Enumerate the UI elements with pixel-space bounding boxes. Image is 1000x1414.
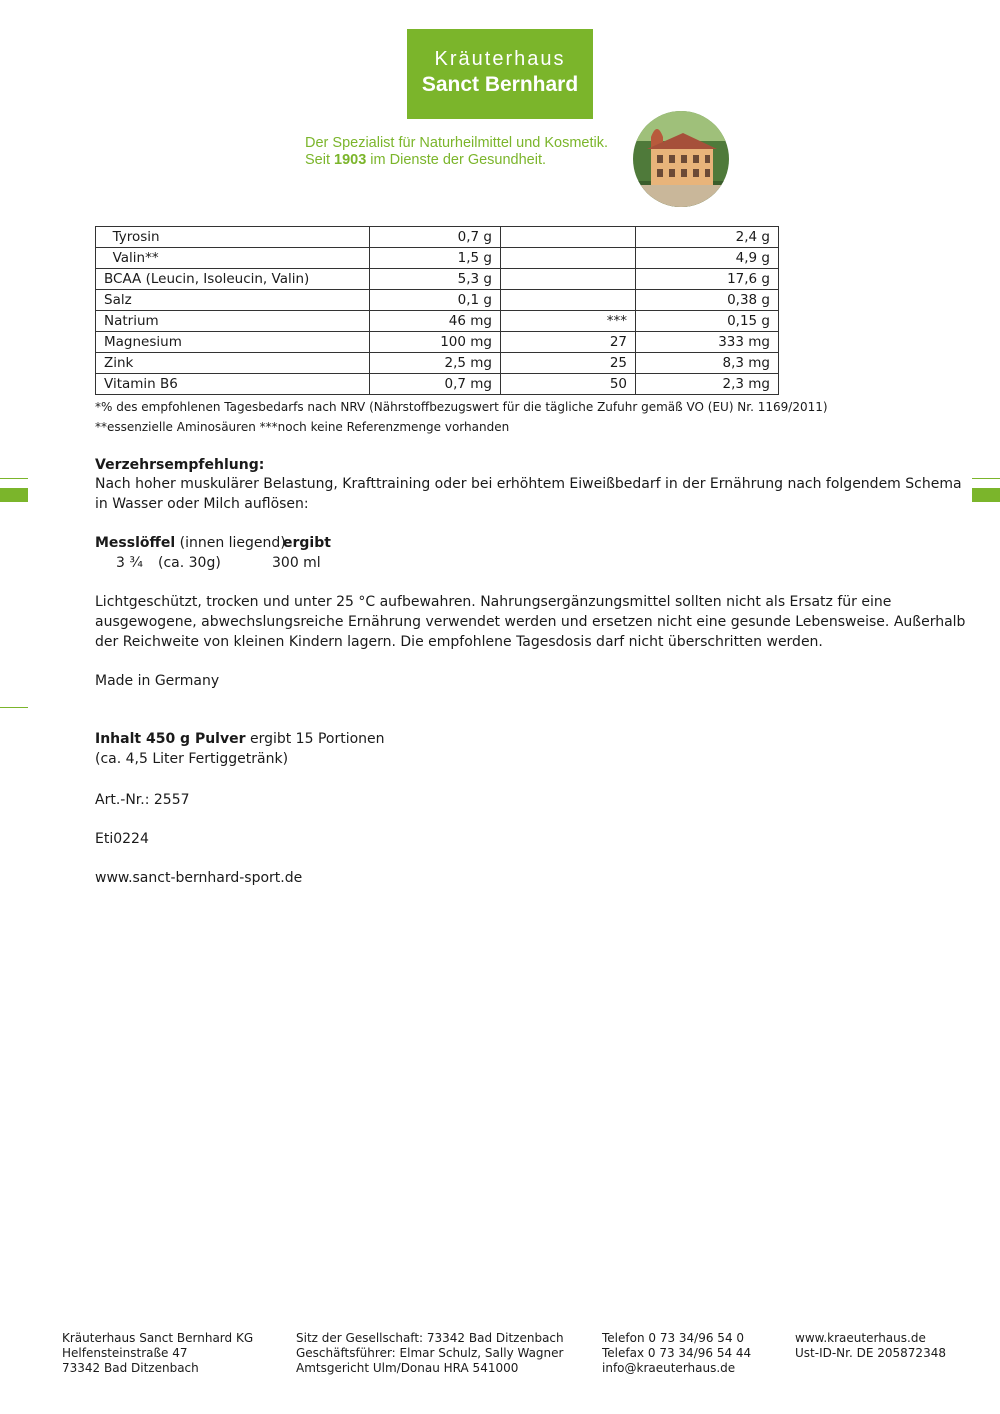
founding-year: 1903 bbox=[334, 152, 367, 168]
per-serving-value: 1,5 g bbox=[370, 248, 501, 269]
per-serving-value: 100 mg bbox=[370, 332, 501, 353]
table-row bbox=[96, 374, 779, 395]
per-100g-value: 0,38 g bbox=[636, 290, 779, 311]
brand-name-line2: Sanct Bernhard bbox=[421, 73, 579, 96]
footer-street: Helfensteinstraße 47 bbox=[62, 1346, 188, 1360]
nrv-value bbox=[501, 290, 636, 311]
nrv-value bbox=[501, 227, 636, 248]
nrv-value: 50 bbox=[501, 374, 636, 395]
footer-company-name: Kräuterhaus Sanct Bernhard KG bbox=[62, 1331, 254, 1345]
per-serving-value: 0,7 g bbox=[370, 227, 501, 248]
table-row bbox=[96, 248, 779, 269]
label-code: Eti0224 bbox=[95, 831, 149, 847]
storage-line1: Lichtgeschützt, trocken und unter 25 °C aufbewahren. Nahrungsergänzungsmittel sollten nicht als Ersatz für eine bbox=[95, 594, 892, 610]
footer-website[interactable]: www.kraeuterhaus.de bbox=[795, 1331, 926, 1345]
footer-city: 73342 Bad Ditzenbach bbox=[62, 1361, 199, 1375]
brand-logo bbox=[407, 29, 593, 119]
recommendation-text-line1: Nach hoher muskulärer Belastung, Krafttraining oder bei erhöhtem Eiweißbedarf in der Ernährung nach folgendem Schema bbox=[95, 476, 962, 492]
nutrient-name: Valin** bbox=[96, 248, 370, 269]
per-100g-value: 17,6 g bbox=[636, 269, 779, 290]
nutrition-table bbox=[95, 226, 779, 395]
per-100g-value: 4,9 g bbox=[636, 248, 779, 269]
footer-seat: Sitz der Gesellschaft: 73342 Bad Ditzenbach bbox=[296, 1331, 564, 1345]
origin-text: Made in Germany bbox=[95, 673, 220, 689]
amino-footnote: **essenzielle Aminosäuren ***noch keine Referenzmenge vorhanden bbox=[95, 420, 510, 434]
nutrient-name: Magnesium bbox=[96, 332, 370, 353]
website-link[interactable]: www.sanct-bernhard-sport.de bbox=[95, 870, 303, 886]
per-serving-value: 46 mg bbox=[370, 311, 501, 332]
content-portions: ergibt 15 Portionen bbox=[245, 731, 385, 747]
footer-court: Amtsgericht Ulm/Donau HRA 541000 bbox=[296, 1361, 519, 1375]
nutrient-name: Tyrosin bbox=[96, 227, 370, 248]
nrv-value: *** bbox=[501, 311, 636, 332]
per-serving-value: 0,1 g bbox=[370, 290, 501, 311]
table-row bbox=[96, 311, 779, 332]
left-punch-mark bbox=[0, 488, 28, 502]
storage-line3: der Reichweite von kleinen Kindern lagern. Die empfohlene Tagesdosis darf nicht überschritten werden. bbox=[95, 634, 823, 650]
nrv-footnote: *% des empfohlenen Tagesbedarfs nach NRV (Nährstoffbezugswert für die tägliche Zufuhr gemäß VO (EU) Nr. 1169/2011) bbox=[95, 400, 828, 414]
left-fold-line bbox=[0, 478, 28, 479]
scoop-note: (innen liegend) bbox=[175, 535, 286, 551]
per-100g-value: 2,3 mg bbox=[636, 374, 779, 395]
content-line1 bbox=[95, 729, 385, 749]
per-100g-value: 2,4 g bbox=[636, 227, 779, 248]
per-serving-value: 2,5 mg bbox=[370, 353, 501, 374]
scoop-amount: 3 ¾ bbox=[116, 555, 143, 571]
left-fold-line-lower bbox=[0, 707, 28, 708]
nutrient-name: Vitamin B6 bbox=[96, 374, 370, 395]
right-fold-line bbox=[972, 478, 1000, 479]
tagline-line2: Seit 1903 im Dienste der Gesundheit. bbox=[305, 152, 547, 168]
footer-contact bbox=[602, 1331, 751, 1376]
per-100g-value: 8,3 mg bbox=[636, 353, 779, 374]
nutrient-name: Natrium bbox=[96, 311, 370, 332]
table-row bbox=[96, 227, 779, 248]
article-number: Art.-Nr.: 2557 bbox=[95, 792, 190, 808]
footer-phone: Telefon 0 73 34/96 54 0 bbox=[602, 1331, 745, 1345]
content-amount: Inhalt 450 g Pulver bbox=[95, 731, 246, 747]
nrv-value bbox=[501, 269, 636, 290]
per-serving-value: 0,7 mg bbox=[370, 374, 501, 395]
brand-tagline bbox=[305, 135, 608, 169]
building-photo bbox=[633, 111, 729, 207]
footer-managers: Geschäftsführer: Elmar Schulz, Sally Wagner bbox=[296, 1346, 564, 1360]
dosage-header bbox=[95, 533, 286, 553]
tagline-line1: Der Spezialist für Naturheilmittel und Kosmetik. bbox=[305, 135, 609, 151]
footer-company bbox=[62, 1331, 253, 1376]
right-punch-mark bbox=[972, 488, 1000, 502]
nrv-value: 25 bbox=[501, 353, 636, 374]
footer-web bbox=[795, 1331, 946, 1361]
result-label: ergibt bbox=[283, 535, 331, 551]
footer-legal bbox=[296, 1331, 564, 1376]
table-row bbox=[96, 332, 779, 353]
per-100g-value: 0,15 g bbox=[636, 311, 779, 332]
footer-fax: Telefax 0 73 34/96 54 44 bbox=[602, 1346, 752, 1360]
nrv-value bbox=[501, 248, 636, 269]
table-row bbox=[96, 353, 779, 374]
brand-name-line1: Kräuterhaus bbox=[434, 48, 566, 70]
per-serving-value: 5,3 g bbox=[370, 269, 501, 290]
scoop-label: Messlöffel bbox=[95, 535, 176, 551]
recommendation-text-line2: in Wasser oder Milch auflösen: bbox=[95, 496, 309, 512]
nutrient-name: BCAA (Leucin, Isoleucin, Valin) bbox=[96, 269, 370, 290]
per-100g-value: 333 mg bbox=[636, 332, 779, 353]
table-row bbox=[96, 269, 779, 290]
recommendation-heading: Verzehrsempfehlung: bbox=[95, 457, 265, 473]
nutrient-name: Salz bbox=[96, 290, 370, 311]
table-row bbox=[96, 290, 779, 311]
footer-vat-id: Ust-ID-Nr. DE 205872348 bbox=[795, 1346, 946, 1360]
nrv-value: 27 bbox=[501, 332, 636, 353]
storage-line2: ausgewogene, abwechslungsreiche Ernährung verwendet werden und ersetzen nicht eine gesunde Lebensweise. Außerhalb bbox=[95, 614, 966, 630]
footer-email[interactable]: info@kraeuterhaus.de bbox=[602, 1361, 736, 1375]
result-amount: 300 ml bbox=[272, 555, 321, 571]
scoop-grams: (ca. 30g) bbox=[158, 555, 221, 571]
nutrient-name: Zink bbox=[96, 353, 370, 374]
content-line2: (ca. 4,5 Liter Fertiggetränk) bbox=[95, 751, 289, 767]
